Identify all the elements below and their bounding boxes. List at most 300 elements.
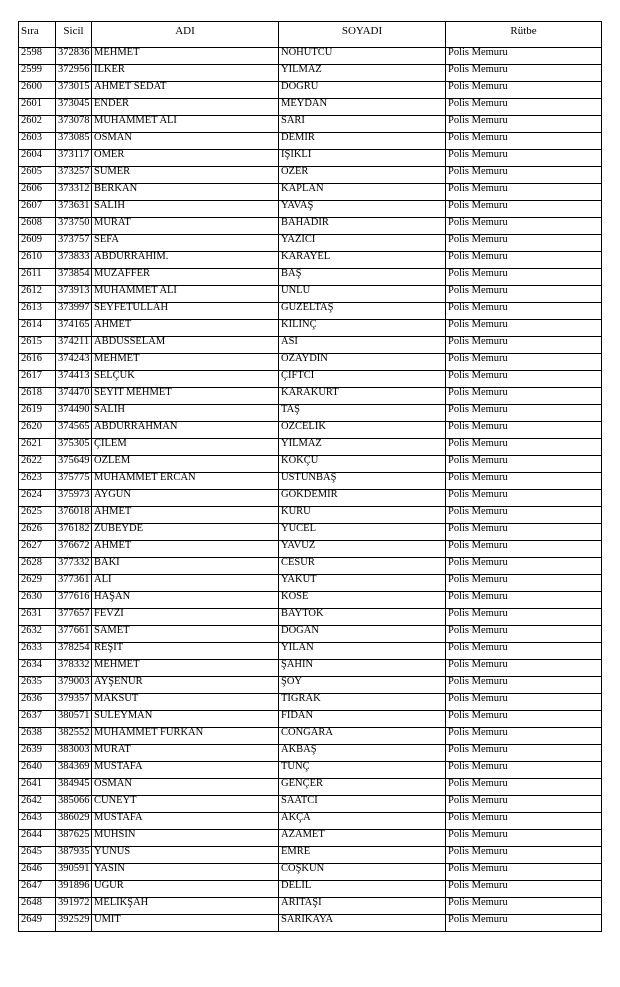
cell-soyadi: BAŞ bbox=[279, 269, 446, 286]
cell-sira: 2634 bbox=[19, 660, 56, 677]
cell-soyadi: YAVUZ bbox=[279, 541, 446, 558]
cell-sicil: 386029 bbox=[56, 813, 92, 830]
cell-rutbe: Polis Memuru bbox=[446, 116, 602, 133]
cell-rutbe: Polis Memuru bbox=[446, 864, 602, 881]
cell-sira: 2630 bbox=[19, 592, 56, 609]
cell-soyadi: OZCELIK bbox=[279, 422, 446, 439]
cell-sicil: 380571 bbox=[56, 711, 92, 728]
cell-adi: SULEYMAN bbox=[92, 711, 279, 728]
cell-sira: 2605 bbox=[19, 167, 56, 184]
cell-sicil: 378332 bbox=[56, 660, 92, 677]
cell-adi: FEVZI bbox=[92, 609, 279, 626]
cell-sicil: 373757 bbox=[56, 235, 92, 252]
cell-sicil: 391896 bbox=[56, 881, 92, 898]
cell-sira: 2598 bbox=[19, 48, 56, 65]
cell-sicil: 373750 bbox=[56, 218, 92, 235]
cell-soyadi: TIGRAK bbox=[279, 694, 446, 711]
cell-sicil: 374490 bbox=[56, 405, 92, 422]
cell-adi: AHMET bbox=[92, 320, 279, 337]
table-row bbox=[19, 575, 602, 592]
table-row bbox=[19, 898, 602, 915]
cell-adi: SEFA bbox=[92, 235, 279, 252]
table-row bbox=[19, 235, 602, 252]
cell-rutbe: Polis Memuru bbox=[446, 439, 602, 456]
cell-sira: 2620 bbox=[19, 422, 56, 439]
cell-sicil: 378254 bbox=[56, 643, 92, 660]
cell-sicil: 374165 bbox=[56, 320, 92, 337]
cell-sicil: 375973 bbox=[56, 490, 92, 507]
cell-sira: 2616 bbox=[19, 354, 56, 371]
cell-sicil: 377332 bbox=[56, 558, 92, 575]
cell-sicil: 387935 bbox=[56, 847, 92, 864]
table-row bbox=[19, 286, 602, 303]
cell-sicil: 377661 bbox=[56, 626, 92, 643]
table-row bbox=[19, 337, 602, 354]
table-row bbox=[19, 439, 602, 456]
cell-rutbe: Polis Memuru bbox=[446, 371, 602, 388]
cell-sira: 2611 bbox=[19, 269, 56, 286]
table-header bbox=[19, 22, 602, 48]
cell-sira: 2627 bbox=[19, 541, 56, 558]
cell-adi: UMIT bbox=[92, 915, 279, 932]
cell-rutbe: Polis Memuru bbox=[446, 524, 602, 541]
cell-sicil: 373631 bbox=[56, 201, 92, 218]
cell-rutbe: Polis Memuru bbox=[446, 184, 602, 201]
cell-sira: 2614 bbox=[19, 320, 56, 337]
cell-sicil: 373257 bbox=[56, 167, 92, 184]
cell-adi: MUZAFFER bbox=[92, 269, 279, 286]
cell-sira: 2600 bbox=[19, 82, 56, 99]
cell-rutbe: Polis Memuru bbox=[446, 745, 602, 762]
cell-sicil: 373045 bbox=[56, 99, 92, 116]
cell-adi: MURAT bbox=[92, 745, 279, 762]
cell-sicil: 374565 bbox=[56, 422, 92, 439]
cell-sira: 2607 bbox=[19, 201, 56, 218]
cell-soyadi: KARAYEL bbox=[279, 252, 446, 269]
cell-adi: AYGUN bbox=[92, 490, 279, 507]
cell-sira: 2622 bbox=[19, 456, 56, 473]
cell-rutbe: Polis Memuru bbox=[446, 847, 602, 864]
cell-sicil: 373078 bbox=[56, 116, 92, 133]
cell-rutbe: Polis Memuru bbox=[446, 354, 602, 371]
table-row bbox=[19, 218, 602, 235]
cell-soyadi: FIDAN bbox=[279, 711, 446, 728]
cell-soyadi: YAZICI bbox=[279, 235, 446, 252]
table-row bbox=[19, 99, 602, 116]
cell-adi: MUHSIN bbox=[92, 830, 279, 847]
cell-adi: SAMET bbox=[92, 626, 279, 643]
cell-sira: 2615 bbox=[19, 337, 56, 354]
cell-rutbe: Polis Memuru bbox=[446, 541, 602, 558]
cell-rutbe: Polis Memuru bbox=[446, 82, 602, 99]
cell-sira: 2623 bbox=[19, 473, 56, 490]
cell-rutbe: Polis Memuru bbox=[446, 490, 602, 507]
cell-soyadi: DOGRU bbox=[279, 82, 446, 99]
cell-adi: HAŞAN bbox=[92, 592, 279, 609]
cell-soyadi: NOHUTCU bbox=[279, 48, 446, 65]
cell-soyadi: CESUR bbox=[279, 558, 446, 575]
cell-rutbe: Polis Memuru bbox=[446, 473, 602, 490]
cell-rutbe: Polis Memuru bbox=[446, 167, 602, 184]
table-row bbox=[19, 133, 602, 150]
cell-rutbe: Polis Memuru bbox=[446, 201, 602, 218]
cell-adi: MEHMET bbox=[92, 354, 279, 371]
table-row bbox=[19, 762, 602, 779]
cell-rutbe: Polis Memuru bbox=[446, 915, 602, 932]
cell-sira: 2608 bbox=[19, 218, 56, 235]
cell-soyadi: BAYTOK bbox=[279, 609, 446, 626]
table-row bbox=[19, 847, 602, 864]
cell-sicil: 373312 bbox=[56, 184, 92, 201]
cell-rutbe: Polis Memuru bbox=[446, 643, 602, 660]
cell-rutbe: Polis Memuru bbox=[446, 507, 602, 524]
cell-soyadi: COŞKUN bbox=[279, 864, 446, 881]
table-row bbox=[19, 252, 602, 269]
cell-soyadi: GUZELTAŞ bbox=[279, 303, 446, 320]
cell-sicil: 372836 bbox=[56, 48, 92, 65]
table-row bbox=[19, 558, 602, 575]
cell-sira: 2638 bbox=[19, 728, 56, 745]
cell-sira: 2601 bbox=[19, 99, 56, 116]
cell-sira: 2612 bbox=[19, 286, 56, 303]
cell-soyadi: KOKÇU bbox=[279, 456, 446, 473]
table-header-row bbox=[19, 22, 602, 48]
cell-sira: 2610 bbox=[19, 252, 56, 269]
cell-sicil: 374211 bbox=[56, 337, 92, 354]
table-row bbox=[19, 677, 602, 694]
cell-adi: CUNEYT bbox=[92, 796, 279, 813]
table-row bbox=[19, 82, 602, 99]
cell-adi: MEHMET bbox=[92, 660, 279, 677]
table-row bbox=[19, 626, 602, 643]
cell-rutbe: Polis Memuru bbox=[446, 694, 602, 711]
cell-rutbe: Polis Memuru bbox=[446, 813, 602, 830]
cell-soyadi: GENÇER bbox=[279, 779, 446, 796]
cell-soyadi: DEMIR bbox=[279, 133, 446, 150]
cell-sicil: 377616 bbox=[56, 592, 92, 609]
cell-soyadi: IŞIKLI bbox=[279, 150, 446, 167]
cell-sira: 2599 bbox=[19, 65, 56, 82]
cell-sira: 2645 bbox=[19, 847, 56, 864]
cell-soyadi: UNLU bbox=[279, 286, 446, 303]
cell-soyadi: KARAKURT bbox=[279, 388, 446, 405]
cell-soyadi: SARI bbox=[279, 116, 446, 133]
cell-sicil: 374243 bbox=[56, 354, 92, 371]
cell-rutbe: Polis Memuru bbox=[446, 762, 602, 779]
cell-soyadi: YUCEL bbox=[279, 524, 446, 541]
table-row bbox=[19, 150, 602, 167]
cell-sicil: 373997 bbox=[56, 303, 92, 320]
table-row bbox=[19, 65, 602, 82]
cell-soyadi: TUNÇ bbox=[279, 762, 446, 779]
table-row bbox=[19, 405, 602, 422]
cell-rutbe: Polis Memuru bbox=[446, 830, 602, 847]
cell-soyadi: TAŞ bbox=[279, 405, 446, 422]
table-row bbox=[19, 422, 602, 439]
cell-adi: ZUBEYDE bbox=[92, 524, 279, 541]
cell-rutbe: Polis Memuru bbox=[446, 626, 602, 643]
personnel-roster-table bbox=[18, 21, 602, 932]
table-row bbox=[19, 643, 602, 660]
cell-adi: MUSTAFA bbox=[92, 762, 279, 779]
cell-sicil: 391972 bbox=[56, 898, 92, 915]
table-row bbox=[19, 813, 602, 830]
cell-sira: 2603 bbox=[19, 133, 56, 150]
cell-soyadi: CONGARA bbox=[279, 728, 446, 745]
cell-soyadi: DOGAN bbox=[279, 626, 446, 643]
cell-sira: 2644 bbox=[19, 830, 56, 847]
cell-sicil: 373833 bbox=[56, 252, 92, 269]
cell-rutbe: Polis Memuru bbox=[446, 405, 602, 422]
cell-soyadi: ASI bbox=[279, 337, 446, 354]
cell-adi: BERKAN bbox=[92, 184, 279, 201]
table-row bbox=[19, 184, 602, 201]
cell-sira: 2629 bbox=[19, 575, 56, 592]
table-row bbox=[19, 48, 602, 65]
table-row bbox=[19, 320, 602, 337]
cell-soyadi: YILAN bbox=[279, 643, 446, 660]
cell-adi: AYŞENUR bbox=[92, 677, 279, 694]
cell-rutbe: Polis Memuru bbox=[446, 779, 602, 796]
cell-adi: YUNUS bbox=[92, 847, 279, 864]
column-header-sira: Sıra bbox=[19, 22, 56, 48]
cell-soyadi: OZAYDIN bbox=[279, 354, 446, 371]
cell-adi: MELIKŞAH bbox=[92, 898, 279, 915]
cell-adi: MAKSUT bbox=[92, 694, 279, 711]
table-row bbox=[19, 864, 602, 881]
cell-rutbe: Polis Memuru bbox=[446, 337, 602, 354]
cell-rutbe: Polis Memuru bbox=[446, 660, 602, 677]
cell-sicil: 392529 bbox=[56, 915, 92, 932]
cell-adi: SEYIT MEHMET bbox=[92, 388, 279, 405]
cell-rutbe: Polis Memuru bbox=[446, 269, 602, 286]
cell-sicil: 377657 bbox=[56, 609, 92, 626]
cell-rutbe: Polis Memuru bbox=[446, 150, 602, 167]
cell-sira: 2646 bbox=[19, 864, 56, 881]
cell-rutbe: Polis Memuru bbox=[446, 609, 602, 626]
cell-adi: AHMET bbox=[92, 541, 279, 558]
cell-soyadi: ŞOY bbox=[279, 677, 446, 694]
table-body bbox=[19, 48, 602, 932]
cell-sicil: 373854 bbox=[56, 269, 92, 286]
column-header-adi: ADI bbox=[92, 22, 279, 48]
table-row bbox=[19, 728, 602, 745]
cell-soyadi: KURU bbox=[279, 507, 446, 524]
cell-soyadi: ARITAŞI bbox=[279, 898, 446, 915]
cell-sicil: 382552 bbox=[56, 728, 92, 745]
cell-adi: REŞIT bbox=[92, 643, 279, 660]
cell-adi: OSMAN bbox=[92, 133, 279, 150]
cell-sicil: 373085 bbox=[56, 133, 92, 150]
table-row bbox=[19, 915, 602, 932]
cell-sira: 2618 bbox=[19, 388, 56, 405]
cell-adi: SALIH bbox=[92, 201, 279, 218]
cell-soyadi: AKBAŞ bbox=[279, 745, 446, 762]
table-row bbox=[19, 881, 602, 898]
cell-sicil: 376018 bbox=[56, 507, 92, 524]
cell-rutbe: Polis Memuru bbox=[446, 218, 602, 235]
table-row bbox=[19, 201, 602, 218]
table-row bbox=[19, 711, 602, 728]
cell-sira: 2637 bbox=[19, 711, 56, 728]
cell-rutbe: Polis Memuru bbox=[446, 252, 602, 269]
cell-sicil: 384945 bbox=[56, 779, 92, 796]
cell-adi: SUMER bbox=[92, 167, 279, 184]
table-row bbox=[19, 779, 602, 796]
cell-sicil: 372956 bbox=[56, 65, 92, 82]
cell-adi: ABDURRAHIM. bbox=[92, 252, 279, 269]
cell-soyadi: ÇIFTCI bbox=[279, 371, 446, 388]
cell-rutbe: Polis Memuru bbox=[446, 422, 602, 439]
cell-adi: MURAT bbox=[92, 218, 279, 235]
cell-rutbe: Polis Memuru bbox=[446, 728, 602, 745]
cell-sicil: 376182 bbox=[56, 524, 92, 541]
cell-soyadi: AKÇA bbox=[279, 813, 446, 830]
cell-sicil: 379003 bbox=[56, 677, 92, 694]
table-row bbox=[19, 269, 602, 286]
table-row bbox=[19, 592, 602, 609]
cell-sicil: 373117 bbox=[56, 150, 92, 167]
cell-sira: 2619 bbox=[19, 405, 56, 422]
column-header-rutbe: Rütbe bbox=[446, 22, 602, 48]
cell-sira: 2621 bbox=[19, 439, 56, 456]
cell-rutbe: Polis Memuru bbox=[446, 575, 602, 592]
cell-sicil: 377361 bbox=[56, 575, 92, 592]
table-row bbox=[19, 745, 602, 762]
cell-soyadi: EMRE bbox=[279, 847, 446, 864]
cell-adi: OMER bbox=[92, 150, 279, 167]
cell-sicil: 383003 bbox=[56, 745, 92, 762]
cell-rutbe: Polis Memuru bbox=[446, 320, 602, 337]
table-row bbox=[19, 507, 602, 524]
cell-adi: UGUR bbox=[92, 881, 279, 898]
table-row bbox=[19, 303, 602, 320]
cell-sicil: 375649 bbox=[56, 456, 92, 473]
cell-adi: BAKI bbox=[92, 558, 279, 575]
cell-rutbe: Polis Memuru bbox=[446, 99, 602, 116]
cell-adi: AHMET SEDAT bbox=[92, 82, 279, 99]
cell-sira: 2632 bbox=[19, 626, 56, 643]
cell-sicil: 387625 bbox=[56, 830, 92, 847]
table-row bbox=[19, 371, 602, 388]
cell-soyadi: USTUNBAŞ bbox=[279, 473, 446, 490]
cell-sira: 2626 bbox=[19, 524, 56, 541]
column-header-sicil: Sicil bbox=[56, 22, 92, 48]
cell-sira: 2613 bbox=[19, 303, 56, 320]
cell-sira: 2631 bbox=[19, 609, 56, 626]
cell-soyadi: KAPLAN bbox=[279, 184, 446, 201]
cell-rutbe: Polis Memuru bbox=[446, 235, 602, 252]
cell-sira: 2633 bbox=[19, 643, 56, 660]
cell-sira: 2624 bbox=[19, 490, 56, 507]
cell-adi: MUHAMMET ERCAN bbox=[92, 473, 279, 490]
cell-sira: 2635 bbox=[19, 677, 56, 694]
table-row bbox=[19, 609, 602, 626]
cell-sira: 2639 bbox=[19, 745, 56, 762]
cell-sira: 2636 bbox=[19, 694, 56, 711]
cell-sira: 2606 bbox=[19, 184, 56, 201]
table-row bbox=[19, 116, 602, 133]
cell-adi: YASIN bbox=[92, 864, 279, 881]
cell-soyadi: DELIL bbox=[279, 881, 446, 898]
table-row bbox=[19, 541, 602, 558]
cell-sira: 2604 bbox=[19, 150, 56, 167]
table-row bbox=[19, 694, 602, 711]
cell-sicil: 375775 bbox=[56, 473, 92, 490]
cell-rutbe: Polis Memuru bbox=[446, 711, 602, 728]
cell-adi: AHMET bbox=[92, 507, 279, 524]
column-header-soyadi: SOYADI bbox=[279, 22, 446, 48]
cell-soyadi: GOKDEMIR bbox=[279, 490, 446, 507]
cell-rutbe: Polis Memuru bbox=[446, 796, 602, 813]
cell-sicil: 384369 bbox=[56, 762, 92, 779]
cell-rutbe: Polis Memuru bbox=[446, 898, 602, 915]
cell-soyadi: YAKUT bbox=[279, 575, 446, 592]
cell-rutbe: Polis Memuru bbox=[446, 388, 602, 405]
cell-sicil: 374413 bbox=[56, 371, 92, 388]
cell-adi: ABDURRAHMAN bbox=[92, 422, 279, 439]
cell-soyadi: SAATCI bbox=[279, 796, 446, 813]
cell-adi: ABDUSSELAM bbox=[92, 337, 279, 354]
cell-adi: MUHAMMET FURKAN bbox=[92, 728, 279, 745]
cell-sira: 2641 bbox=[19, 779, 56, 796]
cell-adi: MUSTAFA bbox=[92, 813, 279, 830]
cell-sira: 2628 bbox=[19, 558, 56, 575]
cell-sira: 2617 bbox=[19, 371, 56, 388]
cell-soyadi: YILMAZ bbox=[279, 65, 446, 82]
cell-sicil: 375305 bbox=[56, 439, 92, 456]
cell-sira: 2640 bbox=[19, 762, 56, 779]
cell-adi: MEHMET bbox=[92, 48, 279, 65]
cell-rutbe: Polis Memuru bbox=[446, 48, 602, 65]
cell-sicil: 373015 bbox=[56, 82, 92, 99]
table-row bbox=[19, 167, 602, 184]
cell-rutbe: Polis Memuru bbox=[446, 881, 602, 898]
cell-sira: 2625 bbox=[19, 507, 56, 524]
cell-adi: MUHAMMET ALI bbox=[92, 116, 279, 133]
table-row bbox=[19, 660, 602, 677]
cell-sira: 2649 bbox=[19, 915, 56, 932]
cell-soyadi: YILMAZ bbox=[279, 439, 446, 456]
cell-adi: ILKER bbox=[92, 65, 279, 82]
cell-sira: 2647 bbox=[19, 881, 56, 898]
cell-sira: 2648 bbox=[19, 898, 56, 915]
cell-adi: ÇILEM bbox=[92, 439, 279, 456]
cell-adi: ENDER bbox=[92, 99, 279, 116]
cell-rutbe: Polis Memuru bbox=[446, 592, 602, 609]
cell-soyadi: YAVAŞ bbox=[279, 201, 446, 218]
cell-soyadi: SARIKAYA bbox=[279, 915, 446, 932]
cell-rutbe: Polis Memuru bbox=[446, 286, 602, 303]
table-row bbox=[19, 524, 602, 541]
cell-rutbe: Polis Memuru bbox=[446, 558, 602, 575]
table-row bbox=[19, 490, 602, 507]
cell-sicil: 373913 bbox=[56, 286, 92, 303]
cell-rutbe: Polis Memuru bbox=[446, 133, 602, 150]
cell-sicil: 379357 bbox=[56, 694, 92, 711]
cell-rutbe: Polis Memuru bbox=[446, 456, 602, 473]
cell-adi: OSMAN bbox=[92, 779, 279, 796]
cell-sira: 2602 bbox=[19, 116, 56, 133]
cell-soyadi: ŞAHIN bbox=[279, 660, 446, 677]
cell-sira: 2643 bbox=[19, 813, 56, 830]
cell-rutbe: Polis Memuru bbox=[446, 303, 602, 320]
cell-soyadi: KILINÇ bbox=[279, 320, 446, 337]
cell-soyadi: MEYDAN bbox=[279, 99, 446, 116]
table-row bbox=[19, 830, 602, 847]
cell-sicil: 385066 bbox=[56, 796, 92, 813]
table-row bbox=[19, 354, 602, 371]
